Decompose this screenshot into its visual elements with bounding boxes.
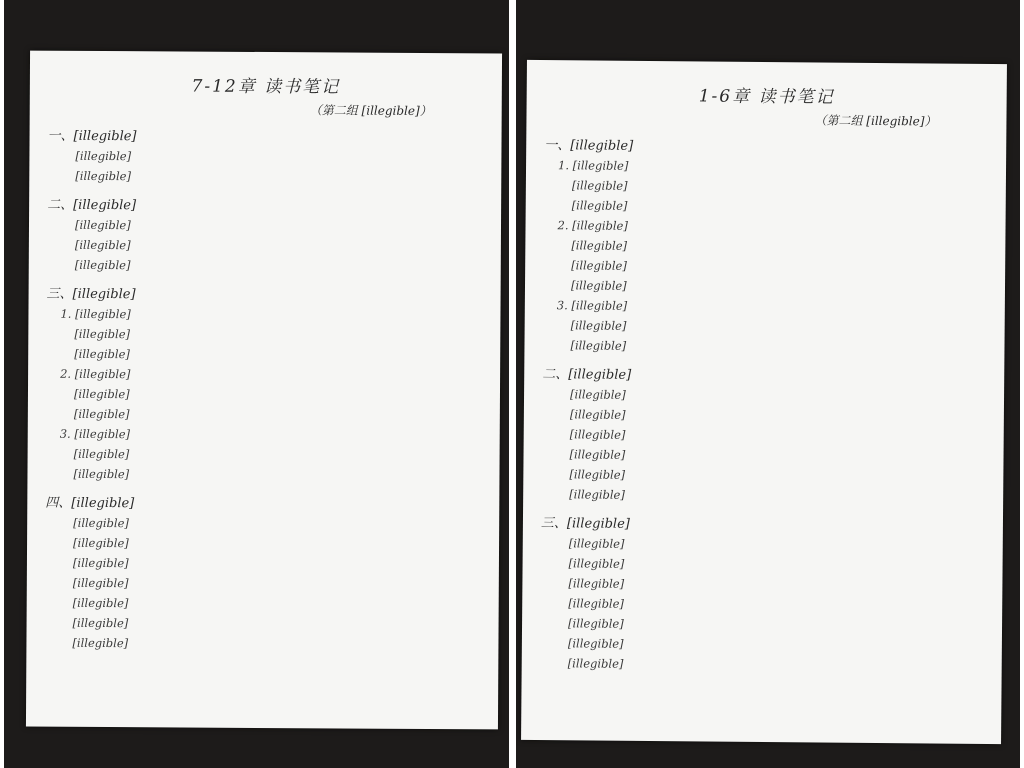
note-line: [illegible]: [74, 326, 131, 342]
right-note-sheet: [521, 60, 1007, 744]
section-heading: 四、[illegible]: [45, 495, 135, 512]
note-line: [illegible]: [74, 257, 131, 273]
left-note-sheet: [26, 51, 502, 730]
note-line: [illegible]: [73, 386, 130, 402]
section-heading: 三、[illegible]: [46, 286, 136, 303]
note-line: [illegible]: [569, 407, 626, 422]
note-line: [illegible]: [569, 487, 625, 502]
note-line: [illegible]: [569, 387, 626, 402]
note-line: [illegible]: [72, 575, 129, 591]
right-notebook-photo: [516, 0, 1020, 768]
note-line: [illegible]: [72, 615, 129, 631]
note-line: [illegible]: [73, 406, 130, 422]
note-line: 1. [illegible]: [60, 306, 131, 322]
note-line: [illegible]: [568, 536, 625, 551]
note-line: 3. [illegible]: [59, 426, 131, 442]
note-line: [illegible]: [571, 178, 628, 193]
section-heading: 二、[illegible]: [47, 197, 137, 214]
note-line: [illegible]: [567, 656, 624, 671]
note-line: [illegible]: [570, 338, 627, 353]
note-line: [illegible]: [75, 148, 132, 164]
right-page-byline: （第二组 [illegible]）: [814, 113, 937, 129]
right-page-body: [522, 134, 1007, 677]
right-page-title: 1-6章 读书笔记: [698, 86, 835, 108]
note-line: [illegible]: [73, 466, 130, 482]
note-line: [illegible]: [569, 427, 626, 442]
note-line: [illegible]: [73, 446, 130, 462]
note-line: [illegible]: [568, 556, 625, 571]
note-line: [illegible]: [72, 635, 129, 651]
note-line: [illegible]: [74, 346, 130, 362]
left-page-byline: （第二组 [illegible]）: [309, 103, 432, 119]
note-line: [illegible]: [74, 237, 131, 253]
left-page-body: [26, 125, 501, 656]
note-line: [illegible]: [567, 636, 624, 651]
note-line: 1. [illegible]: [557, 158, 629, 173]
note-line: [illegible]: [570, 318, 627, 333]
note-line: [illegible]: [571, 258, 627, 273]
note-line: [illegible]: [74, 217, 131, 233]
note-line: 2. [illegible]: [60, 366, 131, 382]
note-line: [illegible]: [571, 198, 628, 213]
note-line: [illegible]: [568, 596, 624, 611]
note-line: [illegible]: [72, 595, 129, 611]
note-line: [illegible]: [72, 555, 129, 571]
note-line: [illegible]: [570, 278, 627, 293]
note-line: [illegible]: [569, 447, 626, 462]
note-line: [illegible]: [568, 576, 625, 591]
note-line: [illegible]: [568, 616, 624, 631]
left-page-title: 7-12章 读书笔记: [191, 76, 341, 98]
section-heading: 三、[illegible]: [540, 516, 630, 532]
note-line: [illegible]: [571, 238, 628, 253]
section-heading: 二、[illegible]: [542, 367, 632, 383]
section-heading: 一、[illegible]: [544, 138, 634, 154]
note-line: [illegible]: [569, 467, 626, 482]
note-line: [illegible]: [73, 535, 129, 551]
note-line: [illegible]: [75, 168, 132, 184]
note-line: [illegible]: [73, 515, 129, 531]
left-notebook-photo: [4, 0, 509, 768]
section-heading: 一、[illegible]: [47, 128, 137, 145]
note-line: 2. [illegible]: [557, 218, 628, 233]
note-line: 3. [illegible]: [556, 298, 628, 313]
